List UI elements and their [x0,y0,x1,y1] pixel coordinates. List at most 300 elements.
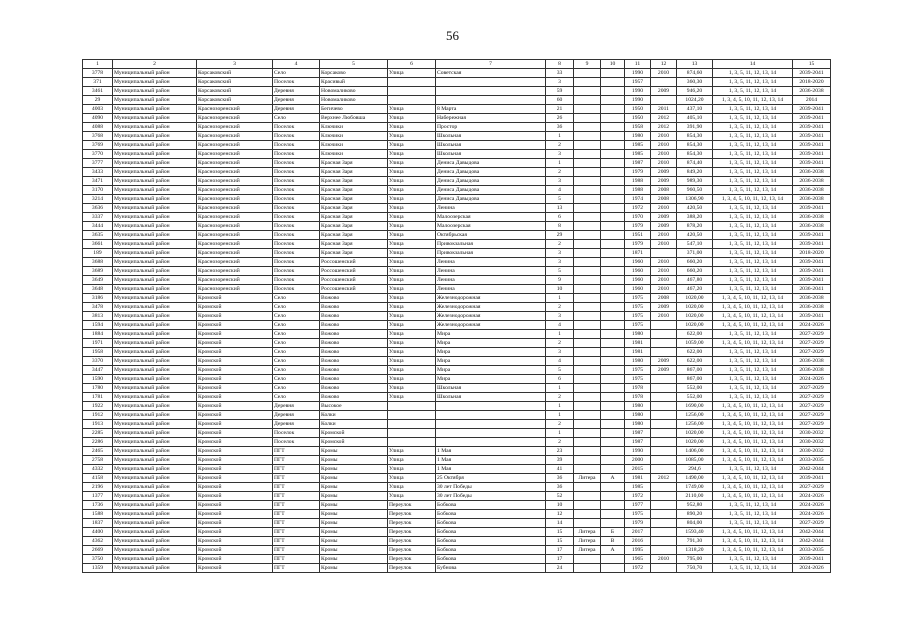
table-cell [574,411,601,420]
table-cell: 1, 3, 4, 5, 10, 11, 12, 13, 14 [713,429,793,438]
table-cell: 4 [546,186,574,195]
table-cell: Кромы [320,546,388,555]
table-cell [574,132,601,141]
housing-register-table [82,59,831,573]
table-cell: 874,60 [677,69,713,78]
table-cell: 2039-2041 [793,474,831,483]
table-cell: Краснозоренский [197,222,273,231]
table-cell: 2009 [651,366,677,375]
table-cell: 1594 [83,321,113,330]
table-cell: 660,20 [677,267,713,276]
table-cell [388,420,436,429]
table-cell: 2039-2041 [793,105,831,114]
table-cell: 547,10 [677,240,713,249]
table-cell: 1, 3, 5, 11, 12, 13, 14 [713,240,793,249]
table-cell: 30 лет Победы [436,483,546,492]
table-cell: Красная Заря [320,231,388,240]
table-row [83,510,831,519]
table-cell: 1, 3, 5, 11, 12, 13, 14 [713,186,793,195]
table-cell: ПГТ [273,456,320,465]
table-cell: Переулок [388,528,436,537]
table-cell: Вожово [320,321,388,330]
table-cell: 189 [83,249,113,258]
table-row [83,519,831,528]
table-cell: Деревня [273,96,320,105]
table-cell: 41 [546,465,574,474]
table-cell: 1988 [625,177,651,186]
table-cell: 2036-2038 [793,294,831,303]
table-cell: Дениса Давыдова [436,195,546,204]
table-cell: Муниципальный район [113,375,197,384]
table-cell [601,510,625,519]
table-cell: Село [273,294,320,303]
table-cell [601,195,625,204]
table-cell: 849,20 [677,168,713,177]
table-cell: 1, 3, 5, 11, 12, 13, 14 [713,105,793,114]
table-cell: 1985 [625,150,651,159]
table-cell: Муниципальный район [113,267,197,276]
table-cell: 3471 [83,177,113,186]
table-cell: 952,80 [677,501,713,510]
table-cell: ПГТ [273,465,320,474]
table-cell: Муниципальный район [113,546,197,555]
table-cell: 1780 [83,384,113,393]
table-cell [601,564,625,573]
table-cell: 3170 [83,186,113,195]
table-cell: Улица [388,492,436,501]
table-cell: Поселок [273,204,320,213]
table-row [83,330,831,339]
table-cell: 1912 [83,411,113,420]
table-cell: 1024,20 [677,96,713,105]
table-cell: Мира [436,330,546,339]
table-cell: 3769 [83,141,113,150]
table-cell: 1490,00 [677,474,713,483]
table-cell: Деревня [273,87,320,96]
table-cell: 1972 [625,564,651,573]
table-cell [574,240,601,249]
table-cell: Бобкова [436,537,546,546]
table-cell: 804,00 [677,519,713,528]
table-cell [601,267,625,276]
table-cell: 1593,40 [677,528,713,537]
table-cell: Вожово [320,339,388,348]
table-cell: Село [273,303,320,312]
table-cell: 3370 [83,357,113,366]
table-cell [574,402,601,411]
table-cell: Кромской [197,339,273,348]
table-cell: 1950 [625,105,651,114]
table-cell: 1 [546,159,574,168]
table-cell: 1, 3, 5, 11, 12, 13, 14 [713,159,793,168]
table-cell: Муниципальный район [113,285,197,294]
table-body [83,69,831,573]
table-cell [574,213,601,222]
table-cell: ПГТ [273,501,320,510]
table-cell [651,330,677,339]
table-cell: Бобкова [436,501,546,510]
column-number-row [83,60,831,69]
table-cell [601,465,625,474]
table-cell: 1 Мая [436,456,546,465]
table-cell: Краснозоренский [197,114,273,123]
table-cell: ПГТ [273,492,320,501]
table-cell: 1306,90 [677,195,713,204]
table-cell [601,330,625,339]
table-cell: Улица [388,366,436,375]
table-cell: 4400 [83,528,113,537]
table-cell: Вожово [320,357,388,366]
table-cell: 1 [546,402,574,411]
table-cell: Улица [388,465,436,474]
table-cell: Муниципальный район [113,168,197,177]
table-cell: Литера [574,528,601,537]
table-cell [601,78,625,87]
table-cell: Ленина [436,258,546,267]
table-row [83,213,831,222]
table-cell: 1985 [625,483,651,492]
table-cell: Колки [320,420,388,429]
table-cell: 5 [546,195,574,204]
table-row [83,249,831,258]
table-cell: Муниципальный район [113,186,197,195]
table-cell: 1981 [625,339,651,348]
table-cell: Кромской [197,429,273,438]
table-cell: Дениса Давыдова [436,159,546,168]
table-cell: 29 [546,231,574,240]
table-cell [601,348,625,357]
table-cell [601,87,625,96]
table-cell: 1, 3, 5, 11, 12, 13, 14 [713,393,793,402]
table-cell [651,429,677,438]
table-cell [601,123,625,132]
table-cell: 360,30 [677,78,713,87]
table-cell [574,177,601,186]
table-cell: Улица [388,348,436,357]
table-cell [436,78,546,87]
table-cell: 1980 [625,420,651,429]
table-cell [651,492,677,501]
table-cell: А [601,474,625,483]
table-cell: Муниципальный район [113,123,197,132]
table-cell: Муниципальный район [113,474,197,483]
table-cell: 1, 3, 5, 11, 12, 13, 14 [713,69,793,78]
table-cell: Муниципальный район [113,393,197,402]
table-cell: Переулок [388,510,436,519]
table-cell: 2036-2038 [793,87,831,96]
table-cell [601,285,625,294]
table-cell: Муниципальный район [113,492,197,501]
table-row [83,366,831,375]
table-cell: 2033-2035 [793,546,831,555]
table-cell: 1, 3, 4, 5, 10, 11, 12, 13, 14 [713,420,793,429]
table-cell: 388,20 [677,213,713,222]
table-cell: Переулок [388,564,436,573]
table-cell: Поселок [273,78,320,87]
table-cell: 1960 [625,276,651,285]
table-cell [601,420,625,429]
table-cell [651,438,677,447]
table-cell: Муниципальный район [113,357,197,366]
table-cell: 3661 [83,240,113,249]
table-cell [651,420,677,429]
table-cell: 21 [546,105,574,114]
table-cell: Бобкова [436,510,546,519]
table-cell: Кромской [197,510,273,519]
table-cell: Улица [388,267,436,276]
table-cell: 4332 [83,465,113,474]
table-cell [574,150,601,159]
table-cell: 1690,00 [677,402,713,411]
table-cell [574,330,601,339]
table-cell [436,411,546,420]
table-cell: 1979 [625,240,651,249]
table-cell: 1958 [83,348,113,357]
table-cell: Краснозоренский [197,213,273,222]
table-cell: Улица [388,258,436,267]
table-cell [574,339,601,348]
table-cell: Муниципальный район [113,150,197,159]
table-cell: Малоозерская [436,213,546,222]
table-cell: 1, 3, 5, 11, 12, 13, 14 [713,357,793,366]
table-cell [651,564,677,573]
table-cell: 2027-2029 [793,348,831,357]
table-cell: 2036-2038 [793,186,831,195]
table-row [83,258,831,267]
table-cell [574,348,601,357]
table-row [83,195,831,204]
table-cell: Вожово [320,384,388,393]
table-cell: Бобкова [436,519,546,528]
table-cell: Краснозоренский [197,258,273,267]
table-cell: 2039-2041 [793,123,831,132]
table-cell: 2036-2038 [793,357,831,366]
table-cell: 1318,20 [677,546,713,555]
table-cell: 4 [546,357,574,366]
table-cell: Кромы [320,555,388,564]
table-cell: 2024-2026 [793,375,831,384]
table-cell [388,96,436,105]
table-cell: Муниципальный район [113,258,197,267]
table-cell: Муниципальный район [113,69,197,78]
table-cell: 1, 3, 5, 11, 12, 13, 14 [713,510,793,519]
table-cell [574,258,601,267]
table-cell [601,114,625,123]
table-cell: Дениса Давыдова [436,168,546,177]
table-cell [601,312,625,321]
table-cell: 1, 3, 4, 5, 10, 11, 12, 13, 14 [713,402,793,411]
table-cell: 2036-2038 [793,366,831,375]
table-cell [388,438,436,447]
table-cell: Поселок [273,240,320,249]
table-row [83,339,831,348]
table-cell [574,375,601,384]
table-cell: 1, 3, 5, 11, 12, 13, 14 [713,132,793,141]
table-cell: 2033-2035 [793,456,831,465]
table-cell: Муниципальный район [113,555,197,564]
table-cell: 15 [546,537,574,546]
table-cell: Поселок [273,195,320,204]
table-cell: 1, 3, 4, 5, 10, 11, 12, 13, 14 [713,528,793,537]
table-cell: 1059,00 [677,339,713,348]
table-cell: 1981 [625,474,651,483]
table-cell: 467,80 [677,276,713,285]
table-cell: 467,20 [677,285,713,294]
table-cell [574,69,601,78]
table-cell: Красная Заря [320,195,388,204]
table-cell: В [601,537,625,546]
table-cell: Краснозоренский [197,123,273,132]
table-cell: 1987 [625,438,651,447]
table-cell: 24 [546,564,574,573]
table-cell: 2039-2041 [793,312,831,321]
table-cell: Вожово [320,294,388,303]
table-cell: 30 лет Победы [436,492,546,501]
table-cell [574,357,601,366]
table-cell: Кромской [197,546,273,555]
table-cell: Литера [574,546,601,555]
table-cell [574,231,601,240]
table-cell: 2039-2041 [793,267,831,276]
table-cell: 2042-2044 [793,528,831,537]
table-row [83,492,831,501]
table-cell: Бобкова [436,528,546,537]
table-cell: Россошенский [320,258,388,267]
table-cell: 854,30 [677,141,713,150]
table-cell [651,393,677,402]
table-cell: 890,20 [677,510,713,519]
table-row [83,285,831,294]
table-cell: 1837 [83,519,113,528]
page-number: 56 [446,28,459,43]
table-cell: Улица [388,483,436,492]
table-cell: ПГТ [273,474,320,483]
table-cell [601,204,625,213]
table-cell: 60 [546,96,574,105]
table-row [83,402,831,411]
table-cell: Вожово [320,375,388,384]
table-cell [601,303,625,312]
table-cell: 1, 3, 4, 5, 10, 11, 12, 13, 14 [713,195,793,204]
table-cell: 2027-2029 [793,519,831,528]
table-cell: 1, 3, 5, 11, 12, 13, 14 [713,519,793,528]
table-cell [601,96,625,105]
table-cell [601,366,625,375]
table-row [83,177,831,186]
table-cell: Муниципальный район [113,402,197,411]
table-cell: Кромской [197,483,273,492]
table-cell [601,132,625,141]
table-cell [601,402,625,411]
table-cell: Корсаковский [197,87,273,96]
table-cell: Краснозоренский [197,177,273,186]
table-cell: Село [273,393,320,402]
table-cell: 10 [546,285,574,294]
table-cell: Мира [436,339,546,348]
table-cell: 1, 3, 4, 5, 10, 11, 12, 13, 14 [713,303,793,312]
table-cell: 1, 3, 5, 11, 12, 13, 14 [713,465,793,474]
table-cell: Красная Заря [320,186,388,195]
table-row [83,222,831,231]
table-cell: Село [273,312,320,321]
table-cell: 1960 [625,258,651,267]
table-row [83,303,831,312]
table-cell: Кромской [197,438,273,447]
table-cell: Поселок [273,438,320,447]
table-row [83,348,831,357]
table-cell: Муниципальный район [113,105,197,114]
table-cell: 1 [546,330,574,339]
table-cell: 1256,00 [677,420,713,429]
table-cell: Улица [388,474,436,483]
table-cell: 1736 [83,501,113,510]
table-cell: Село [273,114,320,123]
table-cell: 1, 3, 5, 11, 12, 13, 14 [713,213,793,222]
table-cell: 1960 [625,267,651,276]
table-cell [651,501,677,510]
table-cell: 2010 [651,150,677,159]
table-cell: ПГТ [273,537,320,546]
table-cell: 420,50 [677,231,713,240]
table-cell: Село [273,357,320,366]
column-number-cell: 13 [677,60,713,69]
table-cell: 3461 [83,87,113,96]
table-cell: Муниципальный район [113,87,197,96]
table-cell [436,429,546,438]
table-row [83,465,831,474]
table-cell [388,402,436,411]
table-cell: Кромской [197,375,273,384]
table-cell: Ленина [436,204,546,213]
table-cell [574,312,601,321]
table-cell: 2027-2029 [793,483,831,492]
table-cell [574,501,601,510]
table-cell: 1, 3, 5, 11, 12, 13, 14 [713,366,793,375]
table-cell [601,438,625,447]
table-cell: ПГТ [273,483,320,492]
table-cell: 2036-2038 [793,168,831,177]
table-row [83,357,831,366]
table-cell: ПГТ [273,546,320,555]
table-cell: 2039-2041 [793,69,831,78]
table-cell: Школьная [436,384,546,393]
table-cell: Кромской [197,456,273,465]
table-cell: Улица [388,456,436,465]
table-cell: Кромской [320,429,388,438]
table-cell: Улица [388,231,436,240]
table-cell: Железнодорожная [436,312,546,321]
column-number-cell: 14 [713,60,793,69]
table-cell: 3689 [83,267,113,276]
table-cell: Вожово [320,330,388,339]
table-cell: Село [273,348,320,357]
table-cell [651,447,677,456]
table-cell: Кромской [197,537,273,546]
table-cell: 6 [546,375,574,384]
table-cell: Улица [388,321,436,330]
table-cell: Краснозоренский [197,132,273,141]
table-cell [388,411,436,420]
table-cell: 2039-2041 [793,141,831,150]
table-cell: 17 [546,546,574,555]
table-cell: 2465 [83,447,113,456]
table-cell: Краснозоренский [197,276,273,285]
table-cell: 1972 [625,492,651,501]
table-cell: 36 [546,483,574,492]
table-cell: Ключики [320,123,388,132]
table-cell: 1 [546,411,574,420]
table-cell: Кромы [320,564,388,573]
